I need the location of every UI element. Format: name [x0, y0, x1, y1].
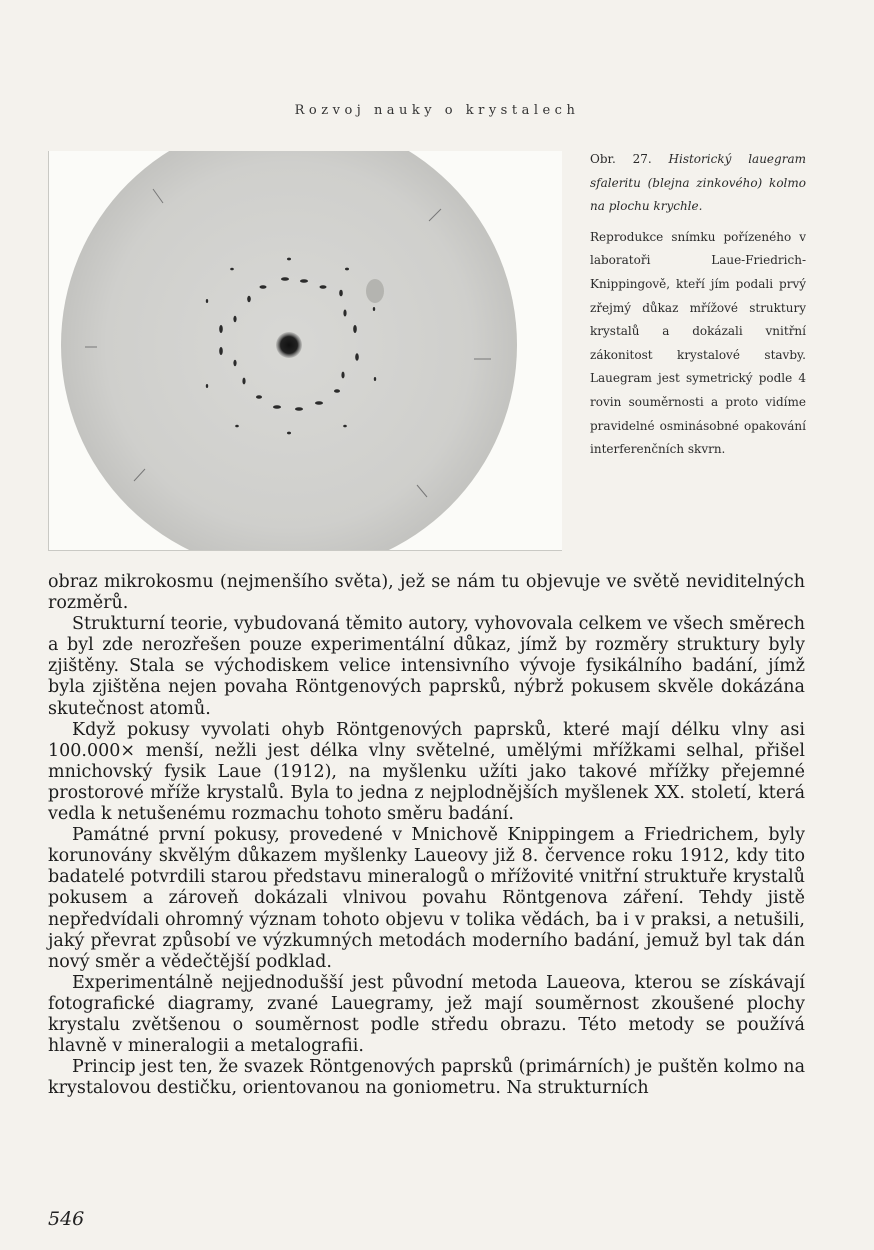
- paragraph-5: Experimentálně nejjednodušší jest původní metoda Laueova, kterou se získávají fotografické diagramy, zvané Lauegramy, jež mají souměrnost zkoušené plochy krystalu zvětšenou o souměrnost podle středu obrazu. Této metody se používá hlavně v mineralogii a metalografii.: [48, 972, 805, 1057]
- film-stain: [366, 279, 384, 303]
- primary-beam-spot: [276, 332, 302, 358]
- paragraph-3: Když pokusy vyvolati ohyb Röntgenových paprsků, které mají délku vlny asi 100.000× menší, nežli jest délka vlny světelné, umělými mřížkami selhal, přišel mnichovský fysik Laue (1912), na myšlenku užíti jako takové mřížky přejemné prostorové mříže krystalů. Byla to jedna z nejplodnějších myšlenek XX. století, která vedla k netušenému rozmachu tohoto směru badání.: [48, 719, 805, 825]
- caption-label: Obr. 27.: [590, 152, 652, 166]
- caption-title: Historický lauegram sfaleritu (blejna zinkového) kolmo na plochu krychle.: [590, 152, 806, 214]
- caption-body: Reprodukce snímku pořízeného v laboratoři Laue-Friedrich-Knippingově, kteří jím podali prvý zřejmý důkaz mřížové struktury krystalů a dokázali vnitřní zákonitost krystalové stavby. Lauegram jest symetrický podle 4 rovin souměrnosti a proto vidíme pravidelné osminásobné opakování interferenčních skvrn.: [590, 229, 806, 457]
- caption-heading: [590, 148, 806, 219]
- figure-caption: [590, 148, 806, 462]
- lauegram-figure: [48, 151, 562, 551]
- paragraph-6: Princip jest ten, že svazek Röntgenových paprsků (primárních) je puštěn kolmo na krystalovou destičku, orientovanou na goniometru. Na strukturních: [48, 1057, 805, 1099]
- paragraph-1: obraz mikrokosmu (nejmenšího světa), jež se nám tu objevuje ve světě neviditelných rozměrů.: [48, 572, 805, 614]
- running-header: Rozvoj nauky o krystalech: [294, 103, 580, 118]
- body-text: [48, 572, 805, 1099]
- paragraph-2: Strukturní teorie, vybudovaná těmito autory, vyhovovala celkem ve všech směrech a byl zde nerozřešen pouze experimentální důkaz, jímž by rozměry struktury byly zjištěny. Stala se východiskem velice intensivního vývoje fysikálního badání, jímž byla zjištěna nejen povaha Röntgenových paprsků, nýbrž pokusem skvěle dokázána skutečnost atomů.: [48, 614, 805, 719]
- paragraph-4: Památné první pokusy, provedené v Mnichově Knippingem a Friedrichem, byly korunovány skvělým důkazem myšlenky Laueovy již 8. července roku 1912, kdy tito badatelé potvrdili starou představu mineralogů o mřížovité vnitřní struktuře krystalů pokusem a zároveň dokázali vlnivou povahu Röntgenova záření. Tehdy jistě nepředvídali ohromný význam tohoto objevu v tolika vědách, ba i v praksi, a netušili, jaký převrat způsobí ve výzkumných metodách moderního badání, jemuž byl tak dán nový směr a vědečtější podklad.: [48, 825, 805, 972]
- lauegram-image: [49, 151, 562, 550]
- page-number: 546: [48, 1208, 85, 1230]
